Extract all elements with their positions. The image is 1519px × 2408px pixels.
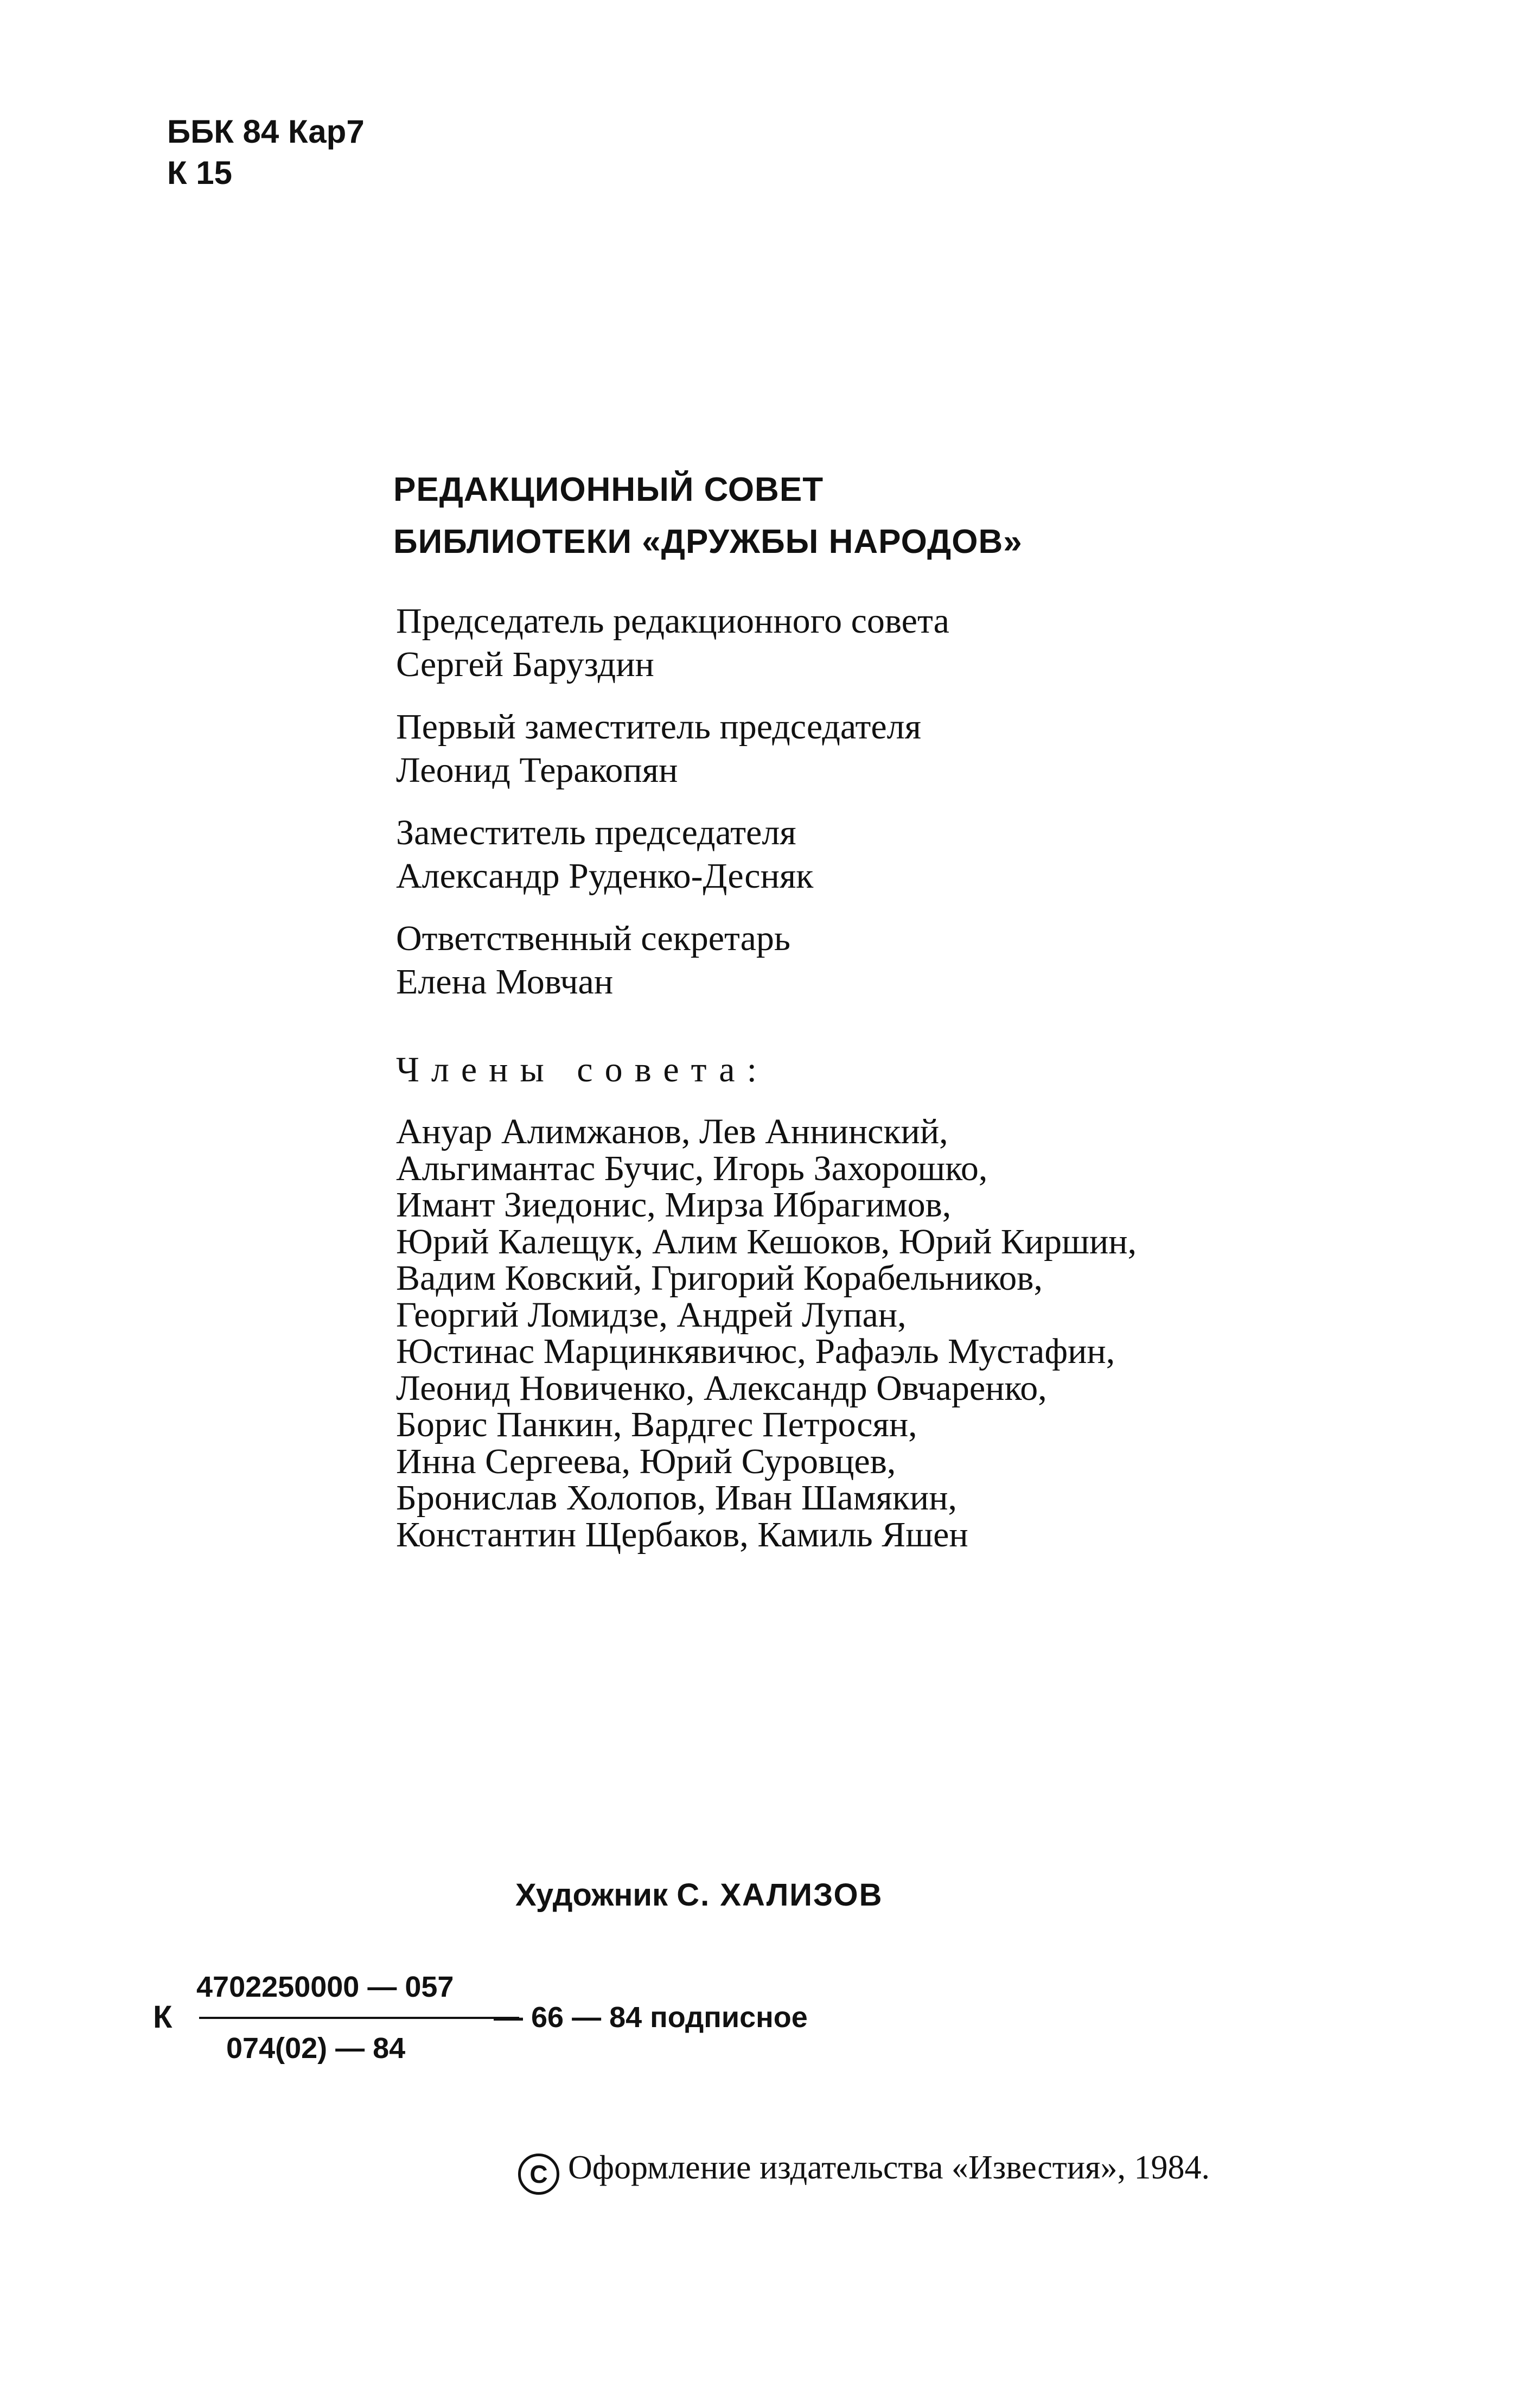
members-line: Константин Щербаков, Камиль Яшен <box>396 1514 968 1555</box>
role-person: Елена Мовчан <box>396 962 614 1002</box>
imprint-numerator: 4702250000 — 057 <box>196 1971 454 2003</box>
members-line: Инна Сергеева, Юрий Суровцев, <box>396 1441 896 1481</box>
members-line: Ануар Алимжанов, Лев Аннинский, <box>396 1112 948 1151</box>
members-line: Георгий Ломидзе, Андрей Лупан, <box>396 1295 907 1335</box>
members-line: Бронислав Холопов, Иван Шамякин, <box>396 1478 958 1518</box>
copyright-icon: C <box>518 2154 559 2195</box>
role-secretary <box>396 917 790 1004</box>
members-label: Члены совета: <box>396 1050 769 1090</box>
catalog-imprint-code <box>153 1961 912 2081</box>
illustrator-name: С. ХАЛИЗОВ <box>676 1877 883 1913</box>
role-deputy <box>396 811 813 898</box>
imprint-prefix: К <box>153 1999 173 2035</box>
role-person: Леонид Теракопян <box>396 750 678 790</box>
role-person: Сергей Баруздин <box>396 645 654 684</box>
members-list <box>396 1113 1137 1553</box>
author-mark: К 15 <box>167 155 233 191</box>
role-title: Первый заместитель председателя <box>396 707 921 747</box>
bbk-classification <box>167 111 365 194</box>
role-chairman <box>396 600 949 686</box>
members-line: Юрий Калещук, Алим Кешоков, Юрий Киршин, <box>396 1221 1137 1262</box>
role-first-deputy <box>396 705 921 792</box>
role-title: Председатель редакционного совета <box>396 601 949 641</box>
members-line: Леонид Новиченко, Александр Овчаренко, <box>396 1368 1047 1408</box>
fraction-rule <box>199 2017 519 2019</box>
members-line: Юстинас Марцинкявичюс, Рафаэль Мустафин, <box>396 1332 1115 1371</box>
role-person: Александр Руденко-Десняк <box>396 856 814 896</box>
bbk-code: ББК 84 Кар7 <box>167 113 365 150</box>
imprint-denominator: 074(02) — 84 <box>226 2032 406 2065</box>
members-line: Борис Панкин, Вардгес Петросян, <box>396 1405 917 1444</box>
role-title: Ответственный секретарь <box>396 919 791 958</box>
editorial-board-heading <box>393 464 1023 568</box>
copyright-line <box>518 2146 1210 2195</box>
role-title: Заместитель председателя <box>396 813 796 852</box>
members-line: Альгимантас Бучис, Игорь Захорошко, <box>396 1148 988 1188</box>
members-line: Имант Зиедонис, Мирза Ибрагимов, <box>396 1185 952 1225</box>
copyright-text: Оформление издательства «Известия», 1984. <box>568 2149 1210 2186</box>
members-line: Вадим Ковский, Григорий Корабельников, <box>396 1258 1043 1298</box>
illustrator-credit <box>515 1875 883 1916</box>
heading-line-2: БИБЛИОТЕКИ «ДРУЖБЫ НАРОДОВ» <box>393 523 1023 560</box>
illustrator-label: Художник <box>515 1877 668 1913</box>
imprint-suffix: — 66 — 84 подписное <box>494 2001 808 2034</box>
heading-line-1: РЕДАКЦИОННЫЙ СОВЕТ <box>393 471 824 508</box>
